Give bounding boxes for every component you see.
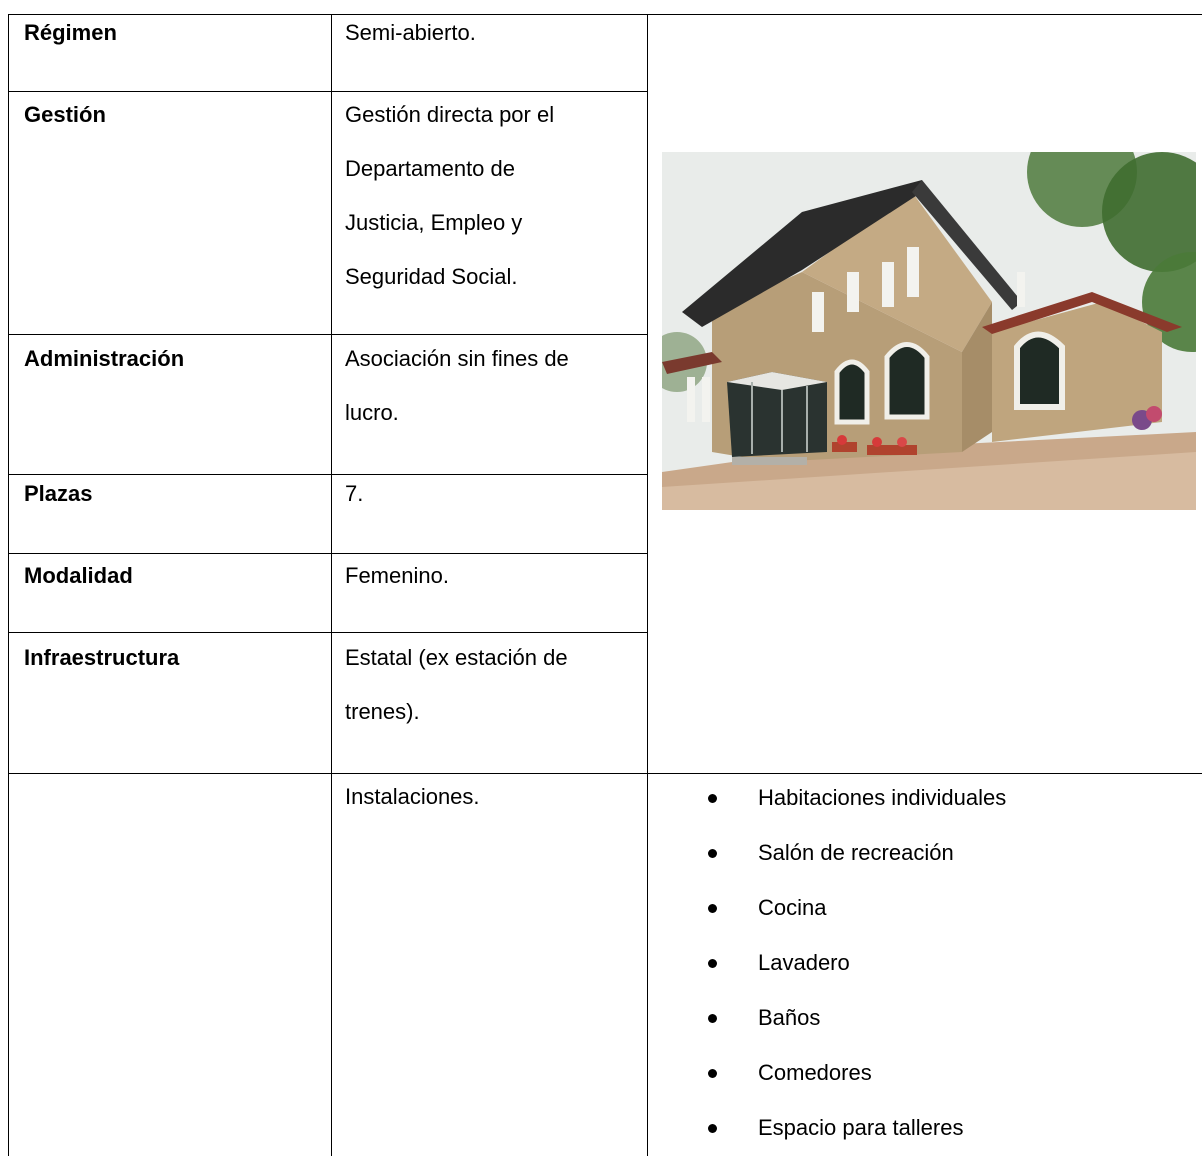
table-row-divider <box>8 773 1202 774</box>
row-value-infraestructura <box>345 631 568 739</box>
list-item-label: Comedores <box>758 1060 872 1085</box>
list-item <box>708 880 1006 935</box>
table-border-left <box>8 14 9 1156</box>
list-item-label: Salón de recreación <box>758 840 954 865</box>
row-label-gestion: Gestión <box>24 102 106 127</box>
list-item-label: Cocina <box>758 895 827 920</box>
value-line: Asociación sin fines de <box>345 346 569 371</box>
bullet-icon <box>708 1069 717 1078</box>
list-item <box>708 1045 1006 1100</box>
value-line: Femenino. <box>345 563 449 588</box>
row-value-plazas <box>345 467 363 521</box>
value-line: Departamento de <box>345 156 515 181</box>
table-column-divider <box>647 14 648 1156</box>
list-item <box>708 935 1006 990</box>
table-border-top <box>8 14 1202 15</box>
building-photo <box>662 152 1196 510</box>
value-line: Justicia, Empleo y <box>345 210 523 235</box>
table-row-divider <box>8 474 648 475</box>
row-label-regimen: Régimen <box>24 20 117 45</box>
bullet-icon <box>708 849 717 858</box>
list-item-label: Lavadero <box>758 950 850 975</box>
table-column-divider <box>331 14 332 1156</box>
value-line: lucro. <box>345 400 399 425</box>
list-item <box>708 770 1006 825</box>
list-item-label: Habitaciones individuales <box>758 785 1007 810</box>
row-value-regimen <box>345 6 476 60</box>
list-item <box>708 1100 1006 1155</box>
value-line: Estatal (ex estación de <box>345 645 568 670</box>
value-line: Gestión directa por el <box>345 102 555 127</box>
list-item-label: Espacio para talleres <box>758 1115 964 1140</box>
bullet-icon <box>708 1124 717 1133</box>
row-label-modalidad: Modalidad <box>24 563 133 588</box>
row-value-modalidad <box>345 549 449 603</box>
value-line: Semi-abierto. <box>345 20 476 45</box>
list-item <box>708 990 1006 1045</box>
value-line: Seguridad Social. <box>345 264 518 289</box>
row-label-infraestructura: Infraestructura <box>24 645 180 670</box>
bullet-icon <box>708 904 717 913</box>
installations-list <box>708 770 1006 1155</box>
row-value-administracion <box>345 332 569 440</box>
list-item <box>708 825 1006 880</box>
row-label-plazas: Plazas <box>24 481 93 506</box>
row-label-administracion: Administración <box>24 346 185 371</box>
installations-label: Instalaciones. <box>345 784 480 809</box>
bullet-icon <box>708 1014 717 1023</box>
value-line: trenes). <box>345 699 420 724</box>
value-line: 7. <box>345 481 364 506</box>
row-value-gestion <box>345 88 554 304</box>
bullet-icon <box>708 794 717 803</box>
bullet-icon <box>708 959 717 968</box>
list-item-label: Baños <box>758 1005 821 1030</box>
